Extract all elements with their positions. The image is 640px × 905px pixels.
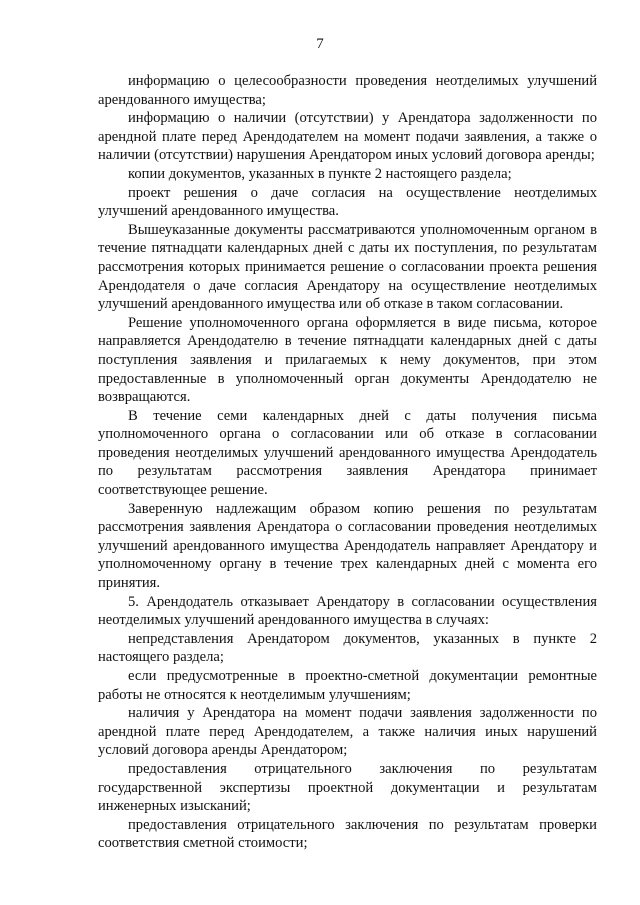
paragraph: 5. Арендодатель отказывает Арендатору в согласовании осуществления неотделимых улучшений арендованного имущества в случаях:	[98, 593, 597, 629]
paragraph: информацию о целесообразности проведения неотделимых улучшений арендованного имущества;	[98, 73, 597, 108]
paragraph: информацию о наличии (отсутствии) у Арендатора задолженности по арендной плате перед Арендодателем на момент подачи заявления, а также о наличии (отсутствии) нарушения Арендатором иных условий договора аренды;	[98, 110, 597, 164]
paragraph: непредставления Арендатором документов, указанных в пункте 2 настоящего раздела;	[98, 630, 597, 666]
paragraph: Решение уполномоченного органа оформляется в виде письма, которое направляется Арендодателю в течение пятнадцати календарных дней с даты поступления заявления и прилагаемых к нему документов, при этом предоставленные в уполномоченный орган документы Арендодателю не возвращаются.	[98, 314, 597, 406]
paragraph: копии документов, указанных в пункте 2 настоящего раздела;	[128, 165, 512, 182]
page-number: 7	[316, 36, 324, 52]
paragraph: Заверенную надлежащим образом копию решения по результатам рассмотрения заявления Арендатора о согласовании проведения неотделимых улучшений арендованного имущества Арендодатель направляет Арендатору и уполномоченному органу в течение трех календарных дней с момента его принятия.	[98, 500, 597, 592]
document-body	[98, 72, 597, 853]
paragraph: наличия у Арендатора на момент подачи заявления задолженности по арендной плате перед Арендодателем, а также наличия иных нарушений условий договора аренды Арендатором;	[98, 705, 597, 759]
paragraph: предоставления отрицательного заключения по результатам государственной экспертизы проектной документации и результатам инженерных изысканий;	[98, 760, 597, 815]
paragraph: предоставления отрицательного заключения по результатам проверки соответствия сметной стоимости;	[98, 816, 597, 852]
paragraph: Вышеуказанные документы рассматриваются уполномоченным органом в течение пятнадцати календарных дней с даты их поступления, по результатам рассмотрения которых принимается решение о согласовании проекта решения Арендодателя о даче согласия Арендатору на осуществление неотделимых улучшений арендованного имущества или об отказе в таком согласовании.	[98, 221, 597, 313]
paragraph: В течение семи календарных дней с даты получения письма уполномоченного органа о согласовании или об отказе в согласовании проведения неотделимых улучшений арендованного имущества Арендодатель по результатам рассмотрения заявления Арендатора принимает соответствующее решение.	[98, 407, 597, 499]
paragraph: если предусмотренные в проектно-сметной документации ремонтные работы не относятся к неотделимым улучшениям;	[98, 668, 597, 703]
paragraph: проект решения о даче согласия на осуществление неотделимых улучшений арендованного имущества.	[98, 184, 597, 220]
